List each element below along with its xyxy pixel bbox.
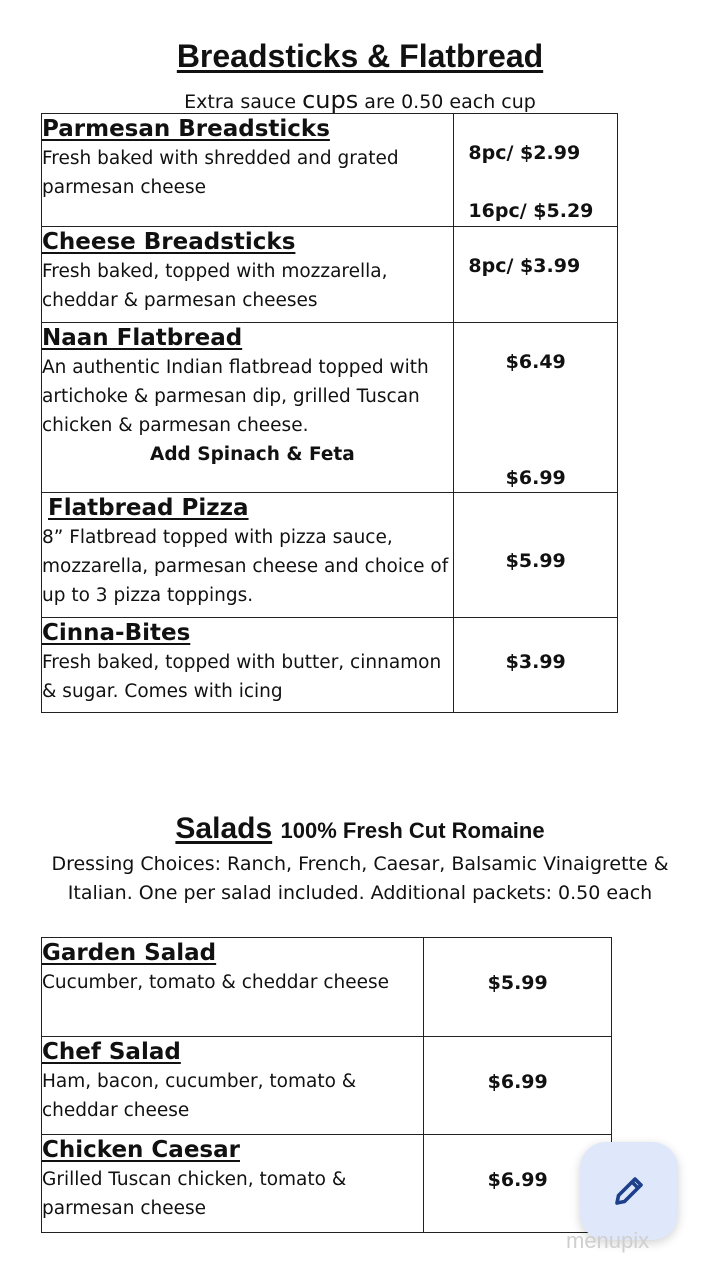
table-row — [42, 227, 618, 323]
item-name: Parmesan Breadsticks — [42, 116, 330, 142]
sauce-note-pre: Extra sauce — [184, 91, 303, 113]
item-price: $3.99 — [505, 651, 566, 673]
item-desc: Grilled Tuscan chicken, tomato & parmesan cheese — [42, 1169, 347, 1219]
item-price: 8pc/ $2.99 — [468, 142, 581, 164]
sauce-note-post: are 0.50 each cup — [358, 91, 536, 113]
salads-heading — [0, 812, 720, 846]
item-desc: Fresh baked, topped with butter, cinnamon & sugar. Comes with icing — [42, 652, 442, 702]
dressing-line-2: Italian. One per salad included. Additional packets: 0.50 each — [67, 882, 653, 904]
dressing-line-1: Dressing Choices: Ranch, French, Caesar, Balsamic Vinaigrette & — [51, 853, 669, 875]
item-desc: Cucumber, tomato & cheddar cheese — [42, 972, 390, 993]
table-row — [42, 938, 612, 1037]
sauce-note-cups: cups — [302, 86, 359, 114]
table-row — [42, 1037, 612, 1135]
breadsticks-title: Breadsticks & Flatbread — [176, 38, 544, 74]
item-name: Chef Salad — [42, 1039, 181, 1065]
salads-subtitle: 100% Fresh Cut Romaine — [280, 818, 545, 843]
item-name: Chicken Caesar — [42, 1137, 240, 1163]
item-price-large: 16pc/ $5.29 — [468, 200, 594, 222]
item-price: $6.99 — [487, 1071, 548, 1093]
sauce-note — [0, 86, 720, 114]
item-price-addon: $6.99 — [505, 467, 566, 489]
item-price: $5.99 — [505, 550, 566, 572]
item-desc: Ham, bacon, cucumber, tomato & cheddar cheese — [42, 1071, 357, 1121]
item-desc: Fresh baked, topped with mozzarella, cheddar & parmesan cheeses — [42, 261, 388, 311]
item-name: Flatbread Pizza — [48, 495, 249, 521]
watermark-logo: menupix — [566, 1228, 650, 1253]
item-price: 8pc/ $3.99 — [468, 255, 581, 277]
item-name: Cinna-Bites — [42, 620, 191, 646]
salads-title: Salads — [175, 812, 273, 845]
table-row — [42, 493, 618, 618]
item-addon: Add Spinach & Feta — [150, 444, 355, 465]
item-name: Cheese Breadsticks — [42, 229, 296, 255]
edit-button[interactable] — [580, 1142, 678, 1240]
item-price: $6.99 — [487, 1169, 548, 1191]
table-row — [42, 114, 618, 227]
item-price: $5.99 — [487, 972, 548, 994]
item-name: Naan Flatbread — [42, 325, 243, 351]
item-name: Garden Salad — [42, 940, 217, 966]
item-desc: 8” Flatbread topped with pizza sauce, mozzarella, parmesan cheese and choice of up to 3 pizza toppings. — [42, 527, 449, 606]
item-desc: An authentic Indian flatbread topped with artichoke & parmesan dip, grilled Tuscan chicken & parmesan cheese. — [42, 357, 429, 436]
item-desc: Fresh baked with shredded and grated parmesan cheese — [42, 148, 399, 198]
pencil-icon — [611, 1173, 647, 1209]
table-row — [42, 323, 618, 493]
table-row — [42, 1135, 612, 1233]
table-row — [42, 618, 618, 713]
breadsticks-table — [41, 113, 618, 713]
item-price: $6.49 — [505, 351, 566, 373]
salads-table — [41, 937, 612, 1233]
